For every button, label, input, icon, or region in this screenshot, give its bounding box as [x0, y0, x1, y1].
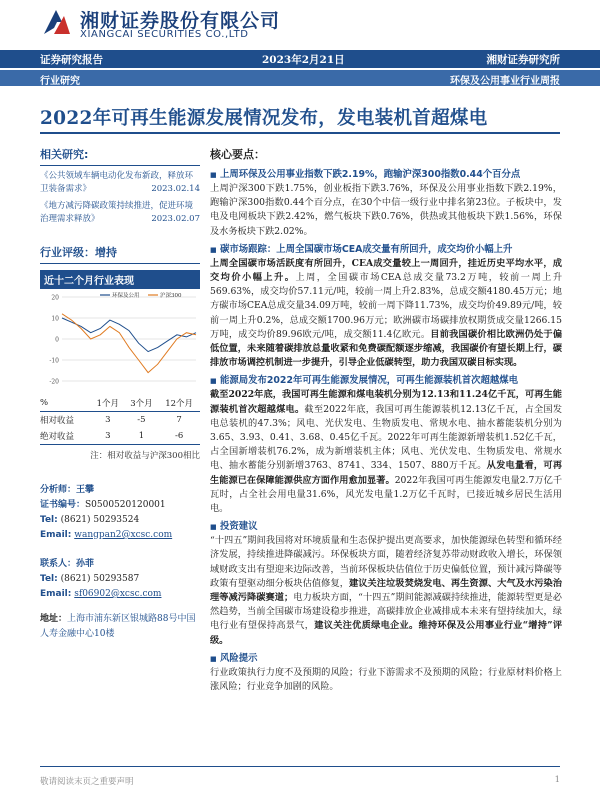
report-meta-bar	[0, 50, 600, 68]
section-heading: ■ 能源局发布2022年可再生能源发展情况，可再生能源装机首次超越煤电	[210, 374, 562, 388]
returns-col-header: 12个月	[165, 399, 194, 409]
returns-header-row	[40, 395, 200, 412]
contact-tel: (8621) 50293587	[60, 574, 140, 584]
cert-label: 证书编号：	[40, 500, 86, 510]
section-paragraph	[210, 534, 562, 648]
address	[40, 612, 200, 642]
y-tick-label: 10	[51, 315, 59, 323]
report-date: 2023年2月21日	[262, 54, 345, 66]
y-tick-label: -10	[49, 357, 59, 365]
returns-cell: 相对收益	[40, 416, 75, 426]
returns-col-header: 1个月	[96, 399, 120, 409]
related-report[interactable]	[40, 200, 200, 226]
bold-lead: 截至2022年底，我国可再生能源和煤电装机分别为12.13和11.24亿千瓦，可再生能源装机首次超越煤电。	[210, 389, 562, 415]
chart-series-line	[62, 314, 196, 373]
related-report-date: 2023.02.14	[151, 184, 200, 194]
section-heading: ■ 风险提示	[210, 652, 562, 666]
footer-disclaimer: 敬请阅读末页之重要声明	[40, 777, 134, 787]
footer-divider	[40, 766, 560, 767]
section-paragraph: 行业政策执行力度不及预期的风险；行业下游需求不及预期的风险；行业原材料价格上涨风险；行业竞争加剧的风险。	[210, 666, 562, 693]
returns-cell: 1	[138, 431, 145, 441]
page-footer	[0, 766, 600, 800]
section-heading: ■ 投资建议	[210, 520, 562, 534]
email-label: Email:	[40, 530, 72, 540]
bold-lead: 上周全国碳市场活跃度有所回升，CEA成交量较上一周回升，挂近历史平均水平，成交均价小幅上升。	[210, 257, 562, 284]
analyst-email-link[interactable]: wangpan2@xcsc.com	[74, 530, 173, 540]
key-points-heading: 核心要点：	[210, 148, 265, 161]
sidebar	[40, 146, 200, 642]
page-number: 1	[554, 775, 560, 785]
section-paragraph	[210, 257, 562, 371]
page-title: 2022年可再生能源发展情况发布，发电装机首超煤电	[40, 108, 488, 129]
related-report[interactable]	[40, 170, 200, 196]
table-row	[40, 428, 200, 445]
report-series: 环保及公用事业行业周报	[450, 76, 560, 87]
related-research-heading: 相关研究:	[40, 146, 200, 166]
paragraph-tail: 电力板块方面，“十四五”期间能源减碳持续推进，能源转型更是必然趋势，当前全国碳市场建设稳步推进，高碳排放企业减排成本未来有望持续加大，绿电行业有望保持高景气，	[210, 592, 562, 632]
tel-label: Tel:	[40, 574, 58, 584]
contact-info	[40, 557, 200, 602]
bold-tail: 从发电量看，可再生能源已在保障能源供应方面作用愈加显著。	[210, 460, 563, 486]
email-label: Email:	[40, 589, 72, 599]
related-report-date: 2023.02.07	[151, 214, 200, 224]
legend-label: 沪深300	[160, 293, 182, 299]
bold-tail: 建议关注垃圾焚烧发电、再生资源、大气及水污染治理等减污降碳赛道；	[210, 577, 563, 604]
company-name-cn: 湘财证券股份有限公司	[80, 10, 281, 32]
returns-col-header: 3个月	[130, 399, 153, 409]
paragraph-text: 截至2022年底，我国可再生能源装机12.13亿千瓦，占全国发电总装机的47.3%；风电、光伏发电、生物质发电、常规水电、抽水蓄能装机分别为3.65、3.93、0.41、3.68、0.45亿千瓦。2022年可再生能源新增装机1.52亿千瓦，占全国新增装机76.2%，成为新增装机主体；风电、光伏发电、生物质发电、常规水电、抽水蓄能分别新增3763、8741、334、1507、880万千瓦。	[210, 403, 563, 472]
address-label: 地址：	[40, 614, 68, 624]
section-paragraph: 上周沪深300下跌1.75%，创业板指下跌3.76%，环保及公用事业指数下跌2.19%，跑输沪深300指数0.44个百分点，在30个中信一级行业中排名第23位。子板块中，发电及电网板块下跌2.42%，燃气板块下跌0.76%，供热或其他板块下跌1.56%，环保及水务板块下跌2.02%。	[210, 183, 562, 237]
cert-number: S0500520120001	[85, 500, 166, 510]
section-paragraph	[210, 388, 562, 516]
returns-cell: -6	[174, 431, 184, 441]
contact-name: 孙菲	[76, 559, 95, 569]
returns-note: 注：相对收益与沪深300相比	[90, 451, 200, 461]
returns-cell: 3	[105, 415, 111, 425]
report-category: 行业研究	[40, 76, 80, 87]
company-logo-icon	[40, 6, 74, 40]
performance-heading: 近十二个月行业表现	[40, 270, 200, 289]
report-type: 证券研究报告	[40, 54, 103, 66]
returns-col-header: %	[40, 398, 49, 408]
returns-cell: -5	[137, 415, 146, 425]
contact-email-link[interactable]: sf06902@xcsc.com	[74, 589, 162, 599]
related-report-title[interactable]: 《公共领域车辆电动化发布新政，释放环卫装备需求》	[40, 171, 194, 194]
legend-label: 环保及公用	[112, 293, 140, 299]
y-tick-label: -20	[49, 378, 59, 386]
rating-statement: 维持环保及公用事业行业“增持”评级。	[210, 620, 563, 646]
tel-label: Tel:	[40, 515, 58, 525]
paragraph-tail: 2022年我国可再生能源发电量2.7万亿千瓦时，占全社会用电量31.6%，风光发电量1.2万亿千瓦时，已接近城乡居民生活用电。	[210, 474, 563, 515]
report-category-bar	[0, 70, 600, 86]
returns-table	[40, 395, 200, 445]
section-market	[210, 168, 562, 239]
section-renewables	[210, 374, 562, 516]
analyst-info	[40, 483, 200, 543]
table-row	[40, 412, 200, 429]
analyst-tel: (8621) 50293524	[60, 515, 140, 525]
title-divider	[40, 132, 560, 134]
institute-name: 湘财证券研究所	[486, 54, 560, 66]
analyst-label: 分析师：	[40, 485, 77, 495]
bold-tail-2: 建议关注优质绿电企业。	[314, 620, 419, 632]
paragraph-text: “十四五”期间我国将对环境质量和生态保护提出更高要求，加快能源绿色转型和循环经济发展，持续推进降碳减污。环保板块方面，随着经济复苏带动财政收入增长，环保领域财政支出有望迎来边际改善，当前环保板块估值位于历史偏低位置，预计减污降碳等政策有望驱动细分板块估值修复，	[210, 535, 562, 589]
company-name-en: XIANGCAI SECURITIES CO.,LTD	[80, 29, 249, 40]
returns-cell: 3	[105, 431, 111, 441]
section-risk	[210, 652, 562, 694]
address-text: 上海市浦东新区银城路88号中国人寿金融中心10楼	[40, 614, 196, 639]
related-report-title[interactable]: 《地方减污降碳政策持续推进，促进环境治理需求释放》	[40, 201, 194, 224]
industry-rating: 行业评级：增持	[40, 244, 200, 264]
returns-cell: 7	[176, 415, 182, 425]
section-investment	[210, 520, 562, 648]
section-heading: ■ 上周环保及公用事业指数下跌2.19%，跑输沪深300指数0.44个百分点	[210, 168, 562, 182]
section-carbon	[210, 243, 562, 371]
main-content	[210, 146, 562, 698]
y-tick-label: 0	[55, 336, 59, 344]
y-tick-label: 20	[51, 294, 59, 302]
paragraph-text: 上周，全国碳市场CEA总成交量73.2万吨，较前一周上升569.63%，成交均价57.11元/吨，较前一周上升2.83%，总成交额4180.45万元；地方碳市场CEA总成交量34.09万吨，较前一周下降11.73%，成交均价49.89元/吨，较前一周上升0.2%，总成交额1700.96万元；欧洲碳市场碳排放权期货成交量1266.15万吨，成交均价89.96欧元/吨，成交额11.4亿欧元。	[210, 272, 563, 340]
report-header	[0, 0, 600, 48]
contact-label: 联系人：	[40, 559, 77, 569]
section-heading: ■ 碳市场跟踪：上周全国碳市场CEA成交量有所回升，成交均价小幅上升	[210, 243, 562, 257]
bold-tail: 目前我国碳价相比欧洲仍处于偏低位置，未来随着碳排放总量收紧和免费碳配额逐步缩减，我国碳价有望长期上行，碳排放市场调控机制进一步提升，引导企业低碳转型，助力我国双碳目标实现。	[210, 328, 563, 369]
performance-chart	[40, 289, 200, 389]
analyst-name: 王攀	[76, 485, 95, 495]
returns-cell: 绝对收益	[40, 432, 75, 442]
